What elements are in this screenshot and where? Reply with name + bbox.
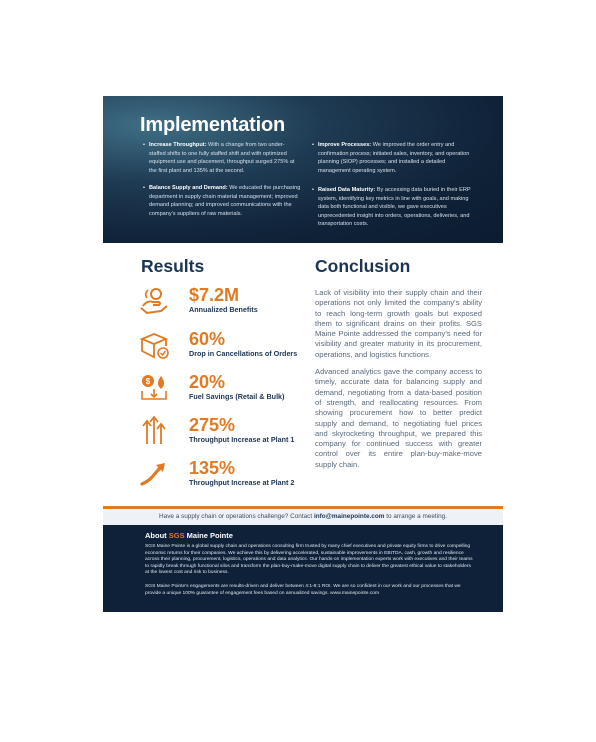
about-title: About SGS Maine Pointe xyxy=(145,531,233,540)
result-value: 275% xyxy=(189,415,236,435)
trend-arrow-icon xyxy=(139,459,169,489)
results-title: Results xyxy=(141,256,205,276)
bullet-increase-throughput: • Increase Throughput: With a change from two under-staffed shifts to one fully staffed shift and with optimized equipment use and placement, throughput surged 275% at the first plant and 135% at the second. xyxy=(143,142,295,174)
about-section xyxy=(103,525,503,612)
svg-text:$: $ xyxy=(145,377,151,386)
result-item xyxy=(139,330,309,366)
cta-bar: Have a supply chain or operations challenge? Contact info@mainepointe.com to arrange a meeting. xyxy=(103,509,503,525)
conclusion-title: Conclusion xyxy=(315,256,411,276)
result-label: Throughput Increase at Plant 1 xyxy=(189,435,295,444)
result-value: 20% xyxy=(189,372,226,392)
result-item xyxy=(139,286,309,322)
fuel-dollar-icon xyxy=(139,373,169,403)
bullet-dot-icon: • xyxy=(143,185,145,191)
contact-email-link[interactable]: info@mainepointe.com xyxy=(313,513,385,520)
result-label: Throughput Increase at Plant 2 xyxy=(189,478,295,487)
bullet-dot-icon: • xyxy=(143,142,145,148)
case-study-page xyxy=(103,96,503,612)
sgs-logo-text: SGS xyxy=(168,531,185,540)
conclusion-body xyxy=(315,288,482,477)
result-item xyxy=(139,416,309,452)
arrows-up-icon xyxy=(139,416,169,446)
result-item xyxy=(139,459,309,495)
result-value: 135% xyxy=(189,458,236,478)
bullet-dot-icon: • xyxy=(312,142,314,148)
conclusion-paragraph: Advanced analytics gave the company access to timely, accurate data for balancing supply and demand, negotiating from a data-based position of strength, and reallocating resources. From showing procurement how to better predict supply and demand, to negotiating fuel prices and skyrocketing throughput, we prepared this company for continued success with greater control over its entire plan-buy-make-move supply chain. xyxy=(315,367,482,469)
result-label: Annualized Benefits xyxy=(189,305,258,314)
implementation-banner xyxy=(103,96,503,243)
implementation-title: Implementation xyxy=(140,114,285,136)
result-label: Fuel Savings (Retail & Bulk) xyxy=(189,392,285,401)
about-paragraph: SGS Maine Pointe is a global supply chain and operations consulting firm trusted by many chief executives and private equity firms to drive compelling economic returns for their companies. We achieve this by delivering accelerated, sustainable improvements in EBITDA, cash, growth and resilience across their planning, procurement, logistics, operations and data analytics. Our hands-on implementation experts work with executives and their teams to rapidly break through functional silos and transform the plan-buy-make-move digital supply chain to deliver the greatest ethical value to stakeholders at the lowest cost and risk to business. xyxy=(145,544,473,575)
result-value: 60% xyxy=(189,329,226,349)
bullet-balance-supply-demand: • Balance Supply and Demand: We educated the purchasing department in supply chain material management; improved demand planning; and improved communications with the company's suppliers of raw materials. xyxy=(143,185,301,217)
money-hand-icon xyxy=(139,286,169,316)
bullet-dot-icon: • xyxy=(312,187,314,193)
box-check-icon xyxy=(139,330,169,360)
about-paragraph: SGS Maine Pointe's engagements are results-driven and deliver between 4:1-8:1 ROI. We are so confident in our work and our processes that we provide a unique 100% guarantee of engagement fees based on annualized savings. www.mainepointe.com xyxy=(145,584,461,596)
bullet-raised-data-maturity: • Raised Data Maturity: By accessing data buried in their ERP system, identifying key metrics in line with goals, and making data both functional and visible, we gave executives unprecedented insight into orders, operations, deliveries, and transportation costs. xyxy=(312,187,471,228)
conclusion-paragraph: Lack of visibility into their supply chain and their operations not only limited the company's ability to reach long-term growth goals but exposed them to significant drains on their profits. SGS Maine Pointe addressed the company's need for visibility and greater maturity in its procurement, operations, and logistics functions. xyxy=(315,288,482,359)
bullet-improve-processes: • Improve Processes: We improved the order entry and confirmation process; initiated sales, inventory, and operation planning (SIOP) processes; and installed a detailed management operating system. xyxy=(312,142,470,174)
result-item xyxy=(139,373,309,409)
result-label: Drop in Cancellations of Orders xyxy=(189,349,298,358)
result-value: $7.2M xyxy=(189,285,240,305)
